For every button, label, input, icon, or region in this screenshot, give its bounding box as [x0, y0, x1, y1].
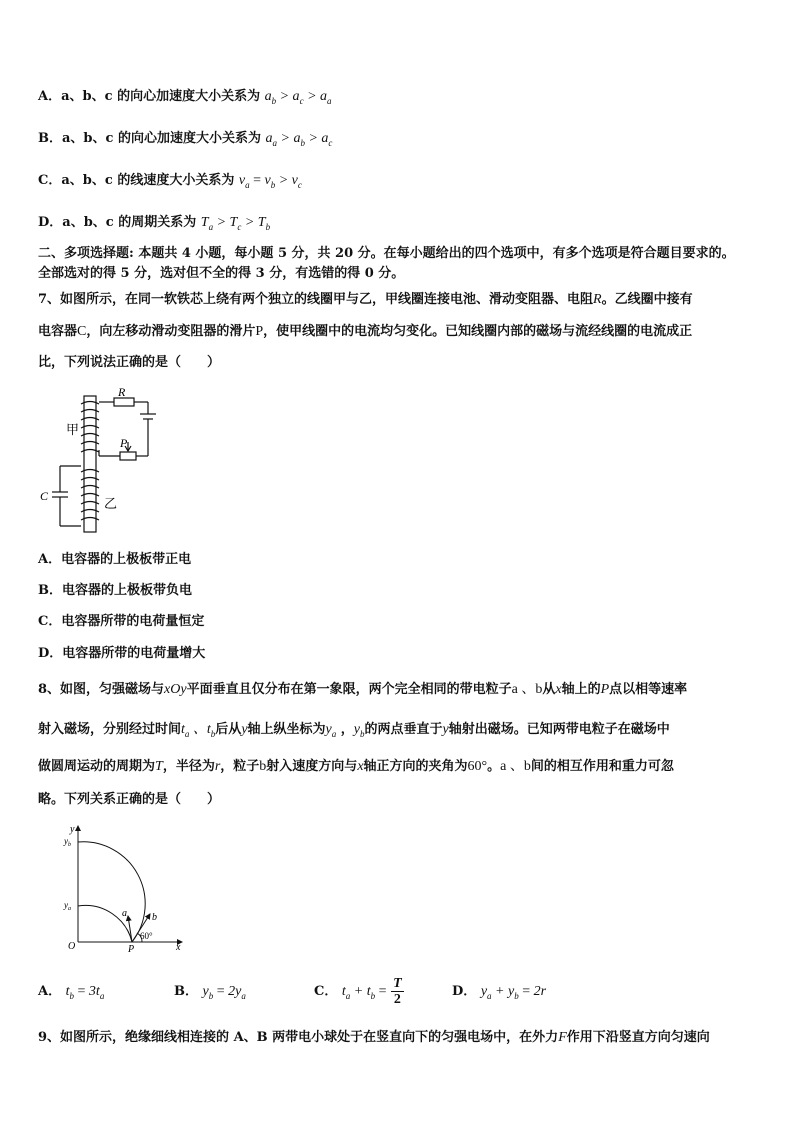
q8-option-d: D． $y_a + y_b = 2r$	[452, 984, 547, 1001]
x-axis-label: x	[176, 942, 181, 952]
label-jia: 甲	[66, 422, 80, 437]
q7-line1: 7、如图所示，在同一软铁芯上绕有两个独立的线圈甲与乙，甲线圈连接电池、滑动变阻器、电阻R。乙线圈中接有	[38, 292, 693, 307]
q8-option-b: B． $y_b = 2y_a$	[174, 984, 246, 1001]
origin-label: O	[68, 941, 76, 952]
q7-option-d: D．电容器所带的电荷量增大	[38, 646, 206, 661]
q6-c-formula: $v_a = v_b > v_c$	[238, 173, 302, 190]
label-p: P	[120, 436, 128, 450]
q8-line1: 8、如图，匀强磁场与xOy平面垂直且仅分布在第一象限，两个完全相同的带电粒子a 、b从x轴上的P点以相等速率	[38, 682, 688, 697]
label-yi: 乙	[104, 496, 118, 511]
particle-b-label: b	[152, 912, 157, 923]
q7-option-c: C．电容器所带的电荷量恒定	[38, 614, 205, 629]
q7-line3: 比，下列说法正确的是（ ）	[38, 355, 221, 370]
q8-option-a: A． $t_b = 3t_a$	[38, 984, 105, 1001]
rheostat-p	[120, 452, 136, 460]
particle-a-label: a	[122, 908, 127, 919]
q6-option-b: B．a、b、c 的向心加速度大小关系为 $a_a > a_b > a_c$	[38, 131, 333, 148]
q8-magnetic-field-figure	[58, 820, 188, 952]
q6-b-formula: $a_a > a_b > a_c$	[265, 131, 333, 148]
ya-label: $y_a$	[64, 900, 71, 912]
q7-option-b: B．电容器的上极板带负电	[38, 583, 192, 598]
q8-line4: 略。下列关系正确的是（ ）	[38, 792, 221, 807]
label-r: R	[118, 385, 126, 399]
section2-line2: 全部选对的得 5 分，选对但不全的得 3 分，有选错的得 0 分。	[38, 266, 405, 281]
q8-line2: 射入磁场，分别经过时间$t_a$ 、$t_b$后从y轴上纵坐标为$y_a$ ，$y_b$的两点垂直于y轴射出磁场。已知两带电粒子在磁场中	[38, 722, 670, 739]
y-axis-label: y	[70, 824, 75, 835]
fraction-t-over-2: $\frac{T}{2}$	[393, 976, 402, 1007]
q8-option-c: C． $t_a + t_b$ = $\frac{T}{2}$	[314, 976, 402, 1007]
resistor-r	[114, 398, 134, 406]
yb-label: $y_b$	[64, 836, 71, 848]
q6-d-formula: $T_a > T_c > T_b$	[200, 215, 271, 232]
point-p-label: P	[128, 944, 135, 952]
q9-line1: 9、如图所示，绝缘细线相连接的 A、B 两带电小球处于在竖直向下的匀强电场中，在外力F作用下沿竖直方向匀速向	[38, 1030, 710, 1045]
label-c: C	[40, 489, 49, 503]
q6-option-d: D．a、b、c 的周期关系为 $T_a > T_c > T_b$	[38, 215, 271, 232]
q6-a-formula: $a_b > a_c > a_a$	[264, 89, 332, 106]
q7-option-a: A．电容器的上极板带正电	[38, 552, 192, 567]
q7-circuit-figure	[38, 384, 178, 534]
section2-line1: 二、多项选择题: 本题共 4 小题，每小题 5 分，共 20 分。在每小题给出的四个选项中，有多个选项是符合题目要求的。	[38, 246, 735, 261]
angle-label: 60°	[140, 931, 153, 941]
q6-option-c: C．a、b、c 的线速度大小关系为 $v_a = v_b > v_c$	[38, 173, 302, 190]
q7-line2: 电容器C，向左移动滑动变阻器的滑片P，使甲线圈中的电流均匀变化。已知线圈内部的磁场与流经线圈的电流成正	[38, 324, 693, 339]
q6-option-a: A．a、b、c 的向心加速度大小关系为 $a_b > a_c > a_a$	[38, 89, 332, 106]
q8-line3: 做圆周运动的周期为T，半径为r，粒子b射入速度方向与x轴正方向的夹角为60°。a 、b间的相互作用和重力可忽	[38, 759, 674, 774]
